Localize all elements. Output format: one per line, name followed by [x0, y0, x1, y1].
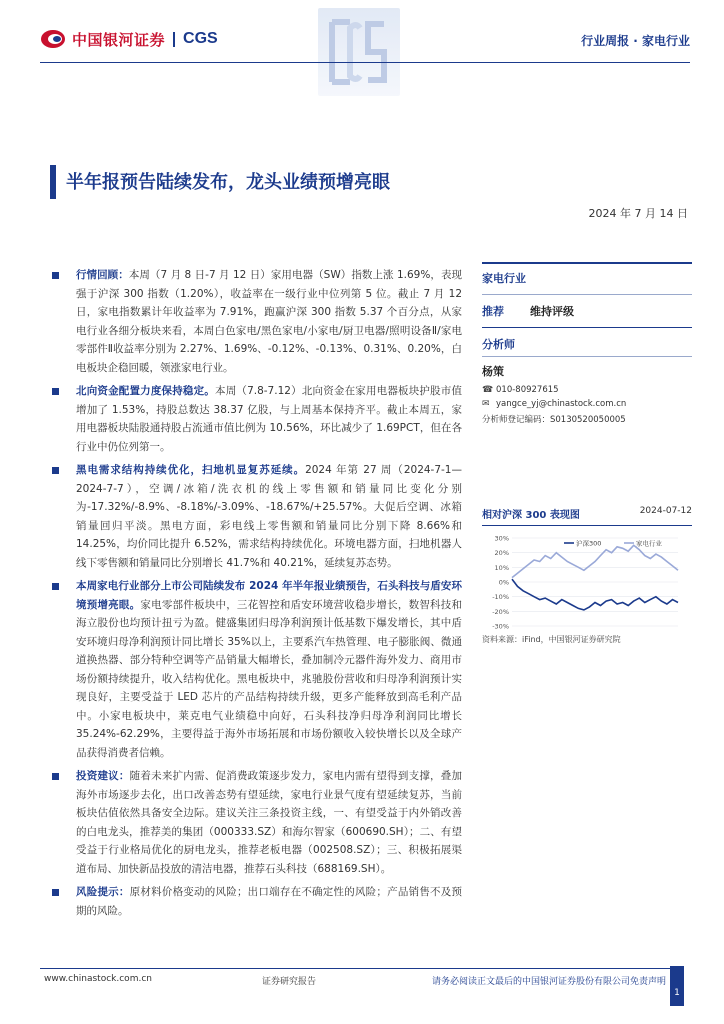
paragraph-heading: 黑电需求结构持续优化，扫地机显复苏延续。	[76, 464, 306, 476]
title-accent-bar	[50, 165, 56, 199]
footer-disclaimer: 请务必阅读正文最后的中国银河证券股份有限公司免责声明	[431, 977, 666, 987]
analyst-name: 杨策	[482, 365, 504, 378]
page-title: 半年报预告陆续发布，龙头业绩预增亮眼	[66, 172, 390, 193]
bullet-icon	[52, 889, 59, 896]
footer-website[interactable]: www.chinastock.com.cn	[44, 974, 152, 984]
report-type: 行业周报 · 家电行业	[581, 34, 690, 48]
chart-y-tick-label: -20%	[492, 607, 509, 616]
paragraph-demand	[46, 461, 462, 572]
bullet-icon	[52, 467, 59, 474]
email-icon: ✉	[482, 399, 490, 409]
analyst-license	[482, 411, 692, 427]
sidebar	[482, 262, 692, 427]
analyst-heading: 分析师	[482, 328, 692, 357]
chart-legend-label: 家电行业	[636, 539, 662, 548]
chart-y-tick-label: 30%	[494, 534, 509, 543]
chart-header	[482, 506, 692, 526]
footer-divider	[40, 968, 684, 969]
paragraph-heading: 风险提示：	[76, 886, 130, 898]
cgs-watermark	[318, 8, 400, 96]
logo-divider	[173, 32, 175, 47]
bullet-icon	[52, 388, 59, 395]
report-date: 2024 年 7 月 14 日	[588, 207, 688, 220]
paragraph-body: 原材料价格变动的风险；出口端存在不确定性的风险；产品销售不及预期的风险。	[76, 886, 463, 917]
phone-number: 010-80927615	[496, 385, 559, 395]
logo-mark-icon	[40, 28, 66, 50]
bullet-icon	[52, 272, 59, 279]
paragraph-heading: 本周家电行业部分上市公司陆续发布 2024 年半年报业绩预告，石头科技与盾安环境预增亮眼。	[76, 580, 462, 611]
rating-row	[482, 295, 692, 328]
license-number: 分析师登记编码：S0130520050005	[482, 415, 626, 425]
chart-legend-label: 沪深300	[576, 539, 602, 548]
chart-y-tick-label: -30%	[492, 622, 509, 631]
footer-report-label: 证券研究报告	[262, 977, 317, 987]
paragraph-heading: 投资建议：	[76, 770, 130, 782]
analyst-email	[482, 397, 692, 411]
chart-y-tick-label: 10%	[494, 563, 509, 572]
paragraph-body: 本周（7 月 8 日-7 月 12 日）家用电器（SW）指数上涨 1.69%，表现强于沪深 300 指数（1.20%），收益率在一级行业中位列第 5 位。截止 7 月 12 日，家电指数累计年收益率为 7.91%，跑赢沪深 300 指数 5.37 个百分点，从家电行业各细分板块来看，本周白色家电/黑色家电/小家电/厨卫电器/照明设备Ⅱ/家电零部件Ⅱ收益率分别为 2.27%、1.69%、-0.12%、-0.13%、0.31%、0.20%，白电板块企稳回暖，领涨家电行业。	[76, 269, 463, 374]
header-divider	[40, 62, 690, 63]
paragraph-heading: 行情回顾：	[76, 269, 129, 281]
paragraph-investment	[46, 767, 462, 878]
paragraph-heading: 北向资金配置力度保持稳定。	[76, 385, 215, 397]
chart-source: 资料来源：iFind，中国银河证券研究院	[482, 635, 621, 644]
chart-y-tick-label: 0%	[498, 578, 509, 587]
chart-y-tick-label: 20%	[494, 549, 509, 558]
chart-y-tick-label: -10%	[492, 593, 509, 602]
chart-title: 相对沪深 300 表现图	[482, 510, 580, 521]
analyst-phone	[482, 383, 692, 397]
chart-series-line-1	[512, 579, 678, 610]
sector-label: 家电行业	[482, 264, 692, 295]
bullet-icon	[52, 583, 59, 590]
rating-label: 推荐	[482, 305, 504, 318]
paragraph-earnings	[46, 577, 462, 762]
logo-english: CGS	[183, 30, 218, 47]
logo-chinese: 中国银河证券	[72, 30, 166, 49]
paragraph-body: 家电零部件板块中，三花智控和盾安环境营收稳步增长，数智科技和海立股份也均预计扭亏为盈。健盛集团归母净利润预计低基数下爆发增长，其中盾安环境归母净利润预计同比增长 35%以上，主要系汽车热管理、电子膨胀阀、微通道换热器、部分特种空调等产品销量大幅增长，叠加制冷元器件海外发力、商用市场份额持续提升，收入结构优化。黑电板块中，兆驰股份营收和归母净利润预计实现良好，主要受益于 LED 芯片的产品结构持续升级，更多产能释放到高毛利产品中。小家电板块中，莱克电气业绩稳中向好，石头科技净归母净利润同比增长 35.24%-62.29%，主要得益于海外市场拓展和市场份额收入较快增长以及全球产品获得消费者信赖。	[76, 598, 463, 759]
paragraph-body: 随着未来扩内需、促消费政策逐步发力，家电内需有望得到支撑，叠加海外市场逐步去化，出口改善态势有望延续，家电行业景气度有望延续复苏，当前板块估值依然具备安全边际。建议关注三条投资主线，一、有望受益于内外销改善的白电龙头，推荐美的集团（000333.SZ）和海尔智家（600690.SH）；二、有望受益于行业格局优化的厨电龙头，推荐老板电器（002508.SZ）；三、积极拓展渠道布局、加快新品投放的清洁电器，推荐石头科技（688169.SH）。	[76, 770, 463, 875]
paragraph-body: 2024 年第 27 周（2024-7-1—2024-7-7），空调/冰箱/洗衣机的线上零售额和销量同比变化分别为-17.32%/-8.9%、-8.18%/-3.09%、-18.67%/+25.57%。大促后空调、冰箱销量回归平淡。黑电方面，彩电线上零售额和销量同比分别下降 8.66%和 14.25%，均价同比提升 6.52%，需求结构持续优化。环境电器方面，扫地机器人线下零售额和销量同比分别增长 41.7%和 40.21%，延续复苏态势。	[76, 464, 462, 569]
company-logo	[40, 28, 218, 50]
bullet-icon	[52, 773, 59, 780]
chart-plot	[482, 532, 682, 632]
phone-icon: ☎	[482, 385, 494, 395]
relative-performance-chart	[482, 506, 692, 645]
paragraph-northbound	[46, 382, 462, 456]
chart-series-line-2	[512, 545, 678, 577]
paragraph-risk	[46, 883, 462, 920]
page-number: 1	[670, 966, 684, 1006]
rating-value: 维持评级	[530, 305, 574, 318]
paragraph-market-review	[46, 266, 462, 377]
chart-date: 2024-07-12	[639, 506, 692, 516]
email-address[interactable]: yangce_yj@chinastock.com.cn	[496, 399, 627, 409]
paragraph-body: 本周（7.8-7.12）北向资金在家用电器板块护股市值增加了 1.53%，持股总数达 38.37 亿股，与上周基本保持齐平。截止本周五，家用电器板块陆股通持股占流通市值比例为 10.56%，环比减少了 1.69PCT，但在各行业中仍位列第一。	[76, 385, 463, 453]
main-content	[46, 266, 462, 925]
